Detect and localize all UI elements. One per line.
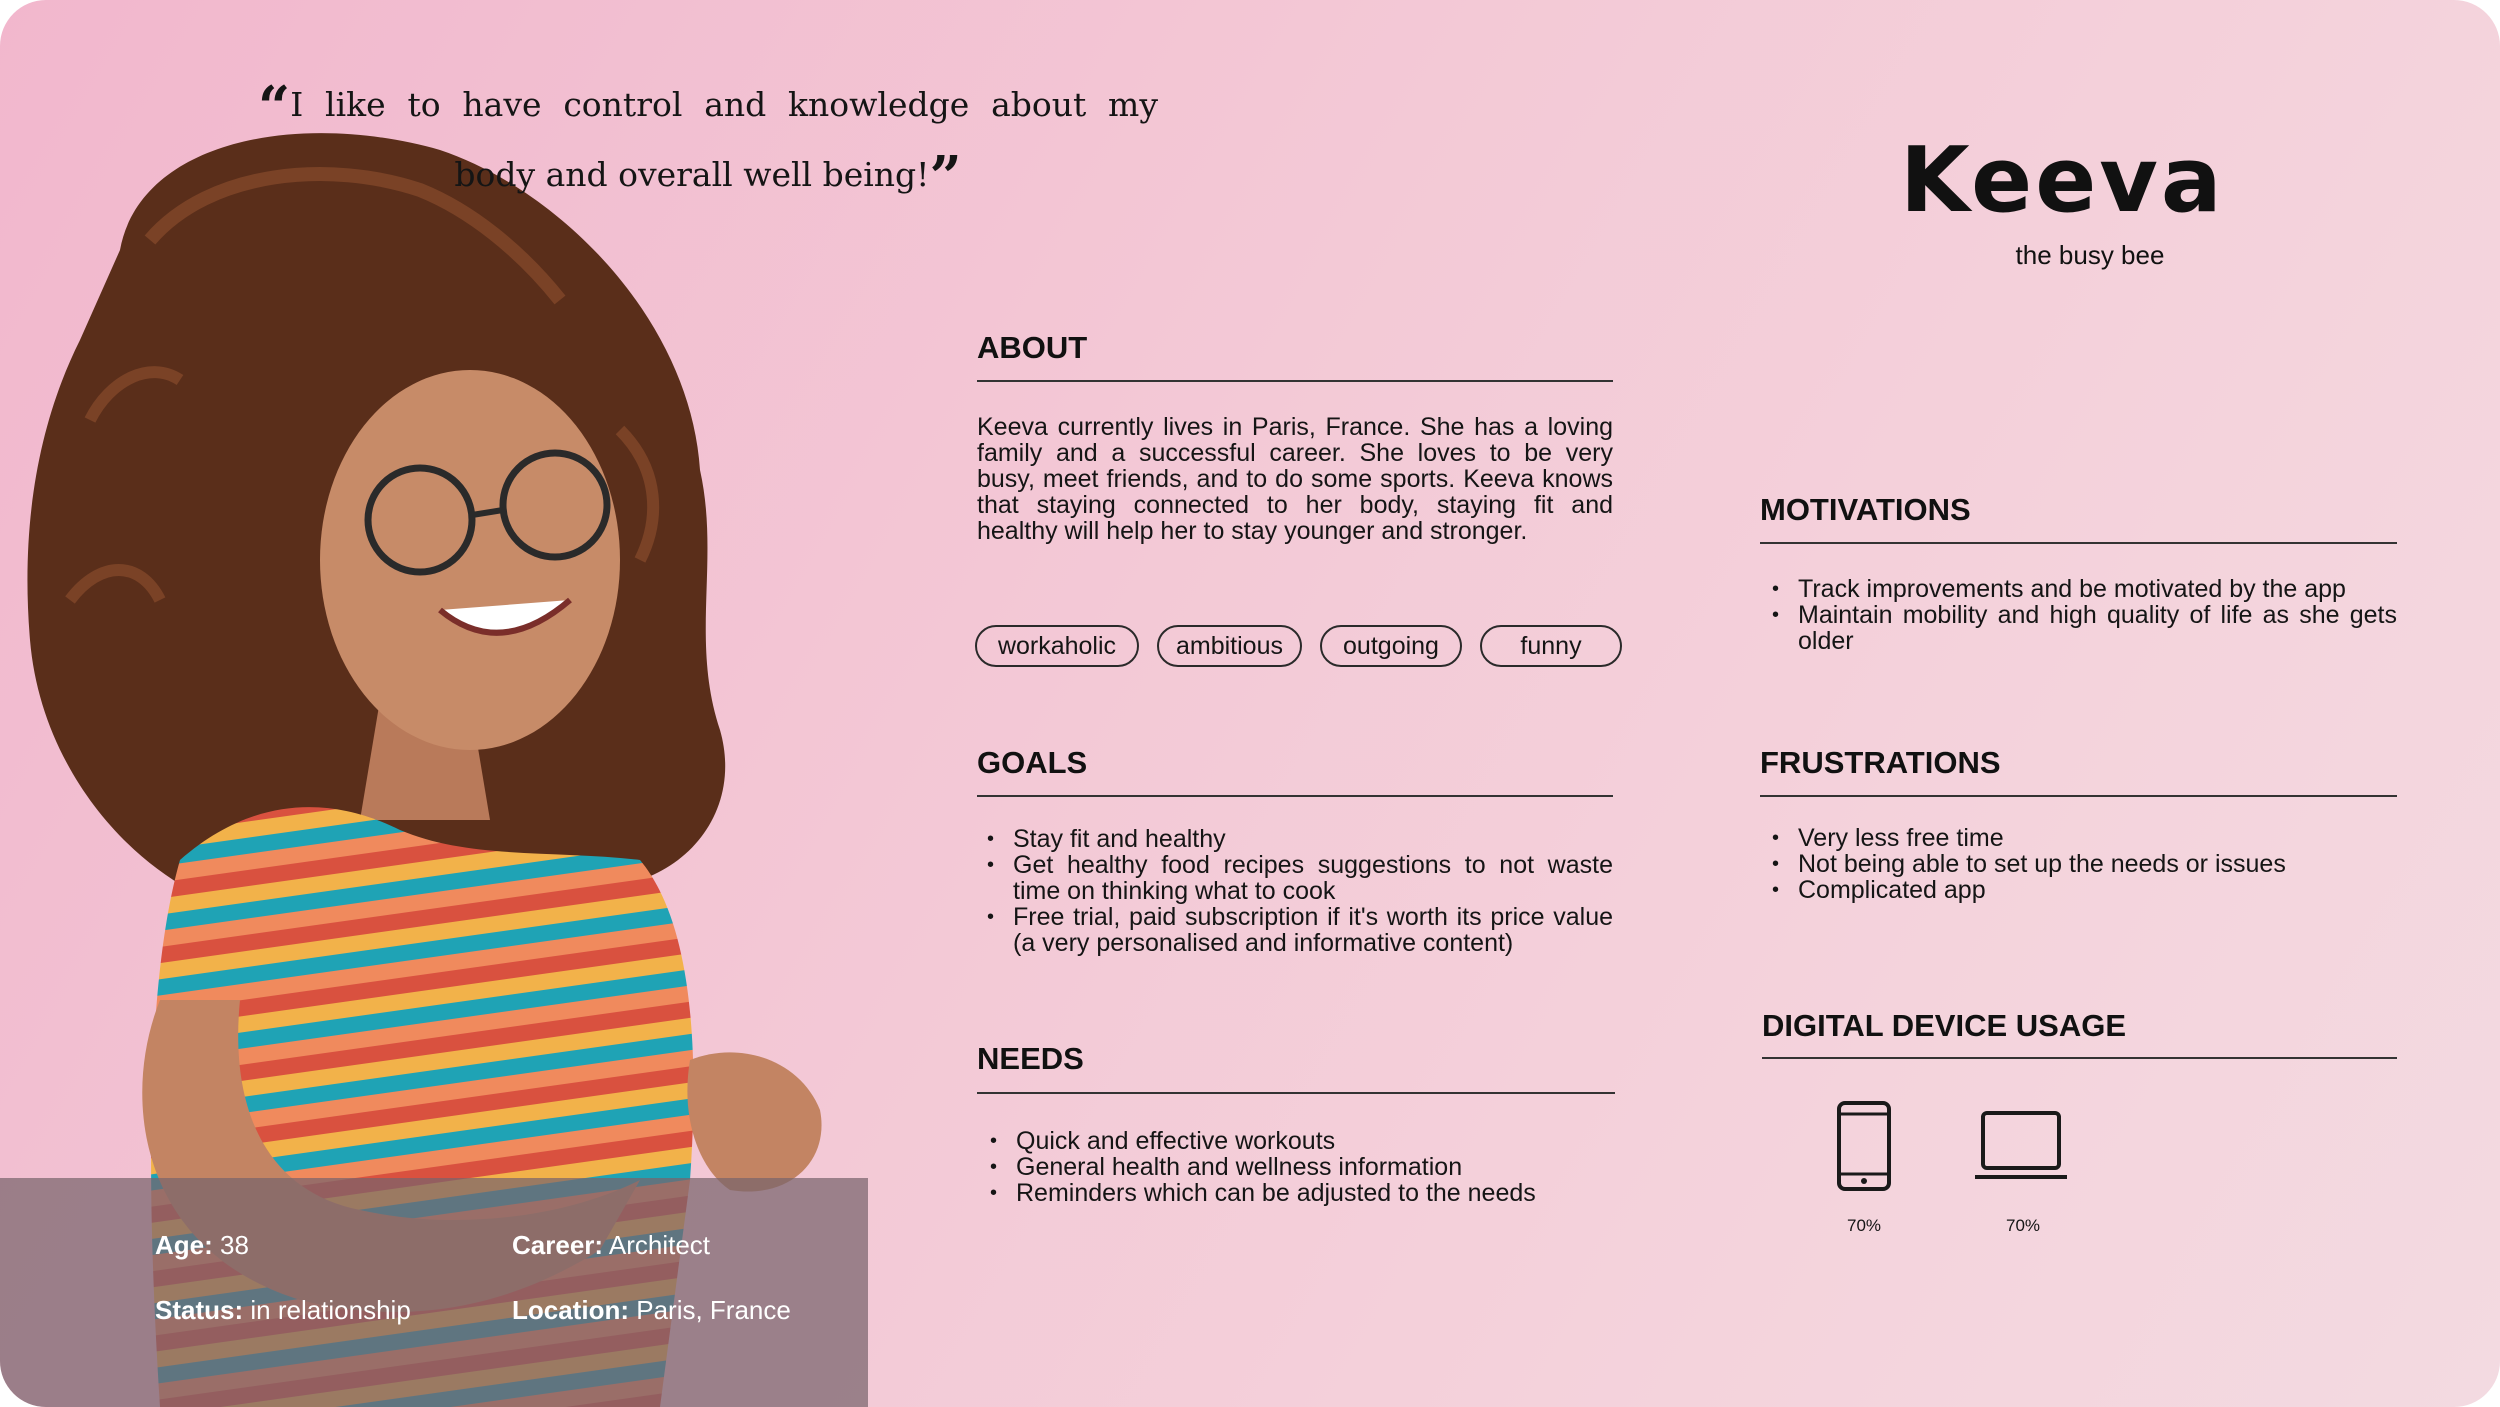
list-item: • Very less free time xyxy=(1772,824,2004,852)
persona-name: Keeva xyxy=(1900,128,2225,233)
trait-tag-funny: funny xyxy=(1480,625,1622,667)
persona-tagline: the busy bee xyxy=(2015,240,2165,270)
laptop-usage-value: 70% xyxy=(2005,1216,2041,1235)
goals-divider xyxy=(977,795,1613,797)
list-item: • General health and wellness information xyxy=(990,1153,1463,1181)
list-item: • Stay fit and healthy xyxy=(987,825,1226,853)
goals-heading: GOALS xyxy=(977,745,1088,780)
persona-info-panel xyxy=(0,1178,868,1407)
list-item: • Reminders which can be adjusted to the needs xyxy=(990,1179,1536,1207)
frustrations-heading: FRUSTRATIONS xyxy=(1760,745,2001,780)
laptop-icon xyxy=(1975,1110,2067,1182)
phone-icon xyxy=(1836,1100,1892,1192)
list-item: • Complicated app xyxy=(1772,876,1986,904)
location-label: Location: xyxy=(512,1295,629,1325)
age-value: 38 xyxy=(220,1230,249,1260)
list-item: • Not being able to set up the needs or issues xyxy=(1772,850,2286,878)
motivations-divider xyxy=(1760,542,2397,544)
device-usage-heading: DIGITAL DEVICE USAGE xyxy=(1762,1008,2127,1043)
persona-quote xyxy=(258,70,1158,210)
trait-tag-outgoing: outgoing xyxy=(1320,625,1462,667)
list-item: • Maintain mobility and high quality of life as she gets older xyxy=(1772,601,2397,655)
location-value: Paris, France xyxy=(636,1295,791,1325)
status-label: Status: xyxy=(155,1295,244,1325)
career-label: Career: xyxy=(512,1230,604,1260)
frustrations-divider xyxy=(1760,795,2397,797)
about-divider xyxy=(977,380,1613,382)
status-value: in relationship xyxy=(250,1295,411,1325)
needs-heading: NEEDS xyxy=(977,1041,1084,1076)
quote-close-mark: ” xyxy=(929,144,962,210)
goals-list xyxy=(977,826,1613,956)
career-field xyxy=(512,1230,710,1261)
frustrations-list xyxy=(1762,825,2397,903)
age-label: Age: xyxy=(155,1230,213,1260)
phone-usage-value: 70% xyxy=(1846,1216,1882,1235)
motivations-heading: MOTIVATIONS xyxy=(1760,492,1971,527)
list-item: • Quick and effective workouts xyxy=(990,1127,1336,1155)
list-item: • Free trial, paid subscription if it's worth its price value (a very personalised and informative content) xyxy=(987,903,1613,957)
quote-open-mark: “ xyxy=(258,74,291,140)
list-item: • Track improvements and be motivated by the app xyxy=(1772,575,2346,603)
status-field xyxy=(155,1295,411,1326)
device-usage-divider xyxy=(1762,1057,2397,1059)
age-field xyxy=(155,1230,249,1261)
motivations-list xyxy=(1762,576,2397,654)
about-heading: ABOUT xyxy=(977,330,1088,365)
career-value: Architect xyxy=(608,1230,711,1260)
needs-divider xyxy=(977,1092,1615,1094)
trait-tag-workaholic: workaholic xyxy=(975,625,1139,667)
trait-tag-ambitious: ambitious xyxy=(1157,625,1302,667)
quote-text: I like to have control and knowledge about my body and overall well being! xyxy=(290,85,1158,194)
list-item: • Get healthy food recipes suggestions to not waste time on thinking what to cook xyxy=(987,851,1613,905)
location-field xyxy=(512,1295,791,1326)
about-text: Keeva currently lives in Paris, France. She has a loving family and a successful career. She loves to be very busy, meet friends, and to do some sports. Keeva knows that staying connected to her body, staying fit and healthy will help her to stay younger and stronger. xyxy=(977,413,1613,545)
needs-list xyxy=(980,1128,1610,1206)
